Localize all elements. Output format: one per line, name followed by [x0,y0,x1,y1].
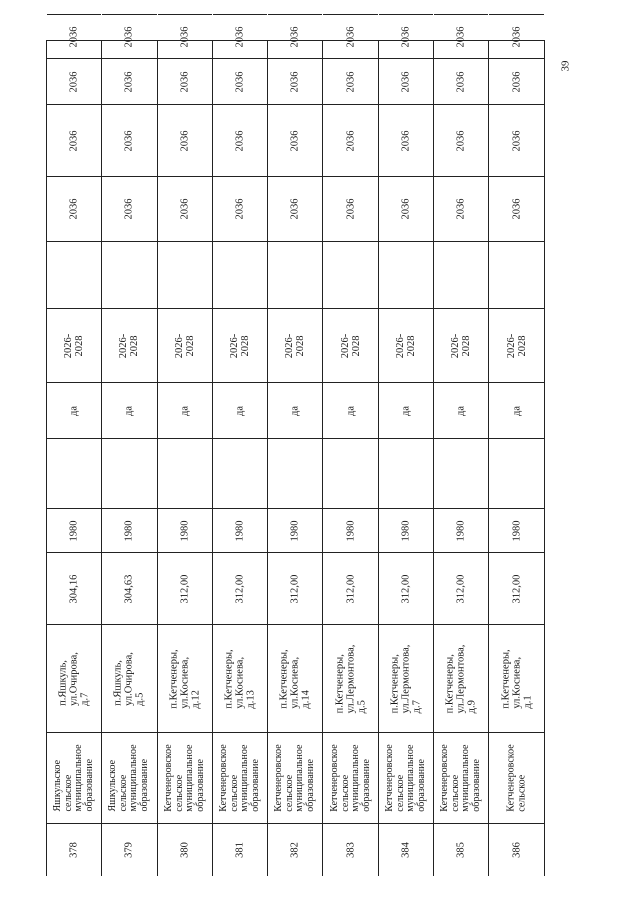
area-cell-text: 312,00 [234,574,246,603]
year-built-cell [102,508,156,552]
year-built-cell [489,508,543,552]
address-cell [379,624,433,732]
address-cell [158,624,212,732]
flag-cell [268,382,322,438]
row-number-cell-text: 386 [511,842,523,858]
year-built-cell-text: 1980 [289,520,301,541]
year-cell [489,104,543,176]
row-number-cell-text: 381 [234,842,246,858]
empty-cell [323,438,377,508]
municipality-cell [379,732,433,823]
address-cell-text: п.Кетченеры, ул.Лермонтова, д.7 [389,644,423,713]
area-cell [47,552,101,624]
year-cell [323,176,377,241]
flag-cell [158,382,212,438]
area-cell-text: 304,16 [68,574,80,603]
flag-cell-text: да [455,405,467,416]
row-number-cell [47,823,101,876]
empty-cell [158,241,212,308]
year-cell-text: 2036 [289,26,301,47]
area-cell [323,552,377,624]
address-cell-text: п.Яшкуль, ул.Очирова, д.7 [57,651,91,706]
year-built-cell-text: 1980 [179,520,191,541]
year-cell [213,58,267,104]
table-row [102,26,157,876]
period-cell-text: 2026-2028 [284,333,307,358]
empty-cell [489,241,543,308]
row-number-cell-text: 383 [345,842,357,858]
flag-cell [323,382,377,438]
year-cell [47,14,101,58]
table-row [47,26,102,876]
year-cell-text: 2036 [123,71,135,92]
year-cell-text: 2036 [511,71,523,92]
year-cell-text: 2036 [400,26,412,47]
flag-cell-text: да [345,405,357,416]
row-number-cell [434,823,488,876]
area-cell-text: 312,00 [345,574,357,603]
area-cell [434,552,488,624]
year-built-cell [434,508,488,552]
year-built-cell-text: 1980 [234,520,246,541]
year-cell-text: 2036 [345,130,357,151]
empty-cell [489,438,543,508]
year-cell-text: 2036 [511,198,523,220]
empty-cell [379,241,433,308]
table-row [158,26,213,876]
year-cell [379,14,433,58]
municipality-cell [158,732,212,823]
year-cell-text: 2036 [400,198,412,220]
row-number-cell [323,823,377,876]
year-cell-text: 2036 [68,130,80,151]
area-cell [102,552,156,624]
area-cell [158,552,212,624]
year-cell [379,0,433,14]
year-cell-text: 2036 [289,198,301,220]
year-cell [47,176,101,241]
empty-cell [323,241,377,308]
municipality-cell-text: Кетченеровское сельское муниципальное образование [383,744,427,812]
year-cell [268,176,322,241]
year-cell-text: 2036 [68,71,80,92]
empty-cell [47,438,101,508]
year-cell-text: 2036 [234,26,246,47]
row-number-cell [102,823,156,876]
year-cell-text: 2036 [234,198,246,220]
year-cell-text: 2036 [455,71,467,92]
period-cell-text: 2026-2028 [173,333,196,358]
year-cell [268,104,322,176]
row-number-cell [268,823,322,876]
period-cell-text: 2026-2028 [229,333,252,358]
row-number-cell-text: 379 [123,842,135,858]
municipality-cell [434,732,488,823]
year-cell-text: 2036 [68,198,80,220]
period-cell [47,308,101,382]
year-built-cell [47,508,101,552]
address-cell [323,624,377,732]
period-cell [268,308,322,382]
year-cell [434,0,488,14]
flag-cell [489,382,543,438]
year-cell [102,58,156,104]
flag-cell-text: да [123,405,135,416]
area-cell-text: 312,00 [289,574,301,603]
year-cell [102,14,156,58]
municipality-cell [213,732,267,823]
year-cell-text: 2036 [400,71,412,92]
housing-table [46,26,545,876]
municipality-cell-text: Кетченеровское сельское муниципальное образование [328,744,372,812]
year-cell-text: 2036 [511,26,523,47]
year-cell [489,176,543,241]
year-cell-text: 2036 [179,198,191,220]
year-cell [47,104,101,176]
year-cell-text: 2036 [345,71,357,92]
empty-cell [268,438,322,508]
year-built-cell-text: 1980 [345,520,357,541]
table-row [323,26,378,876]
year-cell-text: 2036 [455,26,467,47]
municipality-cell-text: Кетченеровское сельское муниципальное образование [162,744,206,812]
row-number-cell [489,823,543,876]
year-cell [47,58,101,104]
year-cell [102,176,156,241]
empty-cell [213,241,267,308]
flag-cell-text: да [289,405,301,416]
year-cell-text: 2036 [123,198,135,220]
year-cell-text: 2036 [234,71,246,92]
row-number-cell [158,823,212,876]
year-cell [434,176,488,241]
municipality-cell [268,732,322,823]
empty-cell [213,438,267,508]
year-cell-text: 2036 [345,26,357,47]
area-cell-text: 304,63 [123,574,135,603]
flag-cell [434,382,488,438]
municipality-cell-text: Кетченеровское сельское муниципальное образование [273,744,316,812]
address-cell-text: п.Кетченеры, ул.Косиева, д.13 [223,648,257,709]
area-cell [489,552,543,624]
address-cell-text: п.Кетченеры, ул.Косиева, д.12 [168,648,202,709]
year-cell [379,58,433,104]
address-cell-text: п.Кетченеры, ул.Косиева, д.14 [278,648,312,709]
address-cell [47,624,101,732]
year-cell [213,0,267,14]
year-built-cell-text: 1980 [511,520,523,541]
period-cell [489,308,543,382]
year-cell-text: 2036 [400,130,412,151]
year-cell-text: 2036 [123,26,135,47]
flag-cell-text: да [234,405,246,416]
address-cell [489,624,543,732]
table-row [434,26,489,876]
address-cell [102,624,156,732]
empty-cell [434,241,488,308]
year-built-cell-text: 1980 [68,520,80,541]
flag-cell [379,382,433,438]
year-cell [434,104,488,176]
year-cell [323,58,377,104]
year-cell [489,14,543,58]
empty-cell [47,241,101,308]
area-cell [213,552,267,624]
area-cell-text: 312,00 [455,574,467,603]
year-cell [323,0,377,14]
municipality-cell-text: Яшкульское сельское муниципальное образование [52,744,95,812]
row-number-cell-text: 382 [289,842,301,858]
period-cell-text: 2026-2028 [339,333,362,358]
year-cell [379,104,433,176]
area-cell-text: 312,00 [511,574,523,603]
period-cell-text: 2026-2028 [450,333,473,358]
row-number-cell-text: 378 [68,842,80,858]
year-cell-text: 2036 [123,130,135,151]
address-cell-text: п.Кетченеры, ул.Лермонтова, д.5 [334,644,368,713]
empty-cell [434,438,488,508]
year-cell-text: 2036 [455,130,467,151]
flag-cell [102,382,156,438]
row-number-cell [379,823,433,876]
year-built-cell [213,508,267,552]
year-built-cell [323,508,377,552]
area-cell [268,552,322,624]
flag-cell [47,382,101,438]
municipality-cell-text: Кетченеровское сельское [505,744,527,812]
period-cell [323,308,377,382]
year-cell [323,104,377,176]
address-cell [213,624,267,732]
table-row [268,26,323,876]
year-cell [268,58,322,104]
municipality-cell [323,732,377,823]
period-cell [102,308,156,382]
year-cell-text: 2036 [234,130,246,151]
year-cell [102,0,156,14]
municipality-cell-text: Кетченеровское сельское муниципальное образование [439,744,482,812]
flag-cell [213,382,267,438]
address-cell [434,624,488,732]
year-cell [379,176,433,241]
year-cell-text: 2036 [289,71,301,92]
flag-cell-text: да [68,405,80,416]
area-cell [379,552,433,624]
year-built-cell [158,508,212,552]
year-cell [213,104,267,176]
municipality-cell-text: Кетченеровское сельское муниципальное образование [218,744,261,812]
flag-cell-text: да [179,405,191,416]
empty-cell [158,438,212,508]
period-cell [379,308,433,382]
year-cell [158,58,212,104]
year-cell-text: 2036 [455,198,467,220]
year-cell-text: 2036 [179,71,191,92]
empty-cell [102,438,156,508]
address-cell [268,624,322,732]
year-cell [158,176,212,241]
year-cell [213,176,267,241]
period-cell [158,308,212,382]
year-built-cell-text: 1980 [400,520,412,541]
address-cell-text: п.Кетченеры, ул.Косиева, д.1 [500,648,534,709]
year-cell [268,0,322,14]
year-built-cell [268,508,322,552]
municipality-cell-text: Яшкульское сельское муниципальное образование [107,744,150,812]
flag-cell-text: да [511,405,523,416]
year-cell [323,14,377,58]
row-number-cell [213,823,267,876]
period-cell [213,308,267,382]
empty-cell [379,438,433,508]
year-built-cell-text: 1980 [455,520,467,541]
period-cell [434,308,488,382]
table-row [489,26,544,876]
period-cell-text: 2026-2028 [505,333,528,358]
municipality-cell [489,732,543,823]
municipality-cell [102,732,156,823]
year-cell-text: 2036 [68,26,80,47]
empty-cell [268,241,322,308]
table-row [213,26,268,876]
year-cell [268,14,322,58]
year-cell-text: 2036 [289,130,301,151]
period-cell-text: 2026-2028 [394,333,417,358]
year-cell [434,14,488,58]
year-cell-text: 2036 [179,26,191,47]
year-cell-text: 2036 [179,130,191,151]
year-cell [434,58,488,104]
area-cell-text: 312,00 [400,574,412,603]
period-cell-text: 2026-2028 [118,333,141,358]
year-cell [102,104,156,176]
year-cell [489,58,543,104]
flag-cell-text: да [400,405,412,416]
year-built-cell-text: 1980 [123,520,135,541]
row-number-cell-text: 380 [179,842,191,858]
address-cell-text: п.Яшкуль, ул.Очирова, д.5 [112,651,146,706]
year-cell-text: 2036 [511,130,523,151]
year-cell [47,0,101,14]
address-cell-text: п.Кетченеры, ул.Лермонтова, д.9 [444,644,478,713]
year-cell [489,0,543,14]
row-number-cell-text: 384 [400,842,412,858]
year-cell-text: 2036 [345,198,357,220]
year-built-cell [379,508,433,552]
period-cell-text: 2026-2028 [63,333,86,358]
year-cell [213,14,267,58]
page-number: 39 [559,60,572,72]
year-cell [158,0,212,14]
row-number-cell-text: 385 [455,842,467,858]
table-row [379,26,434,876]
year-cell [158,104,212,176]
year-cell [158,14,212,58]
empty-cell [102,241,156,308]
municipality-cell [47,732,101,823]
area-cell-text: 312,00 [179,574,191,603]
